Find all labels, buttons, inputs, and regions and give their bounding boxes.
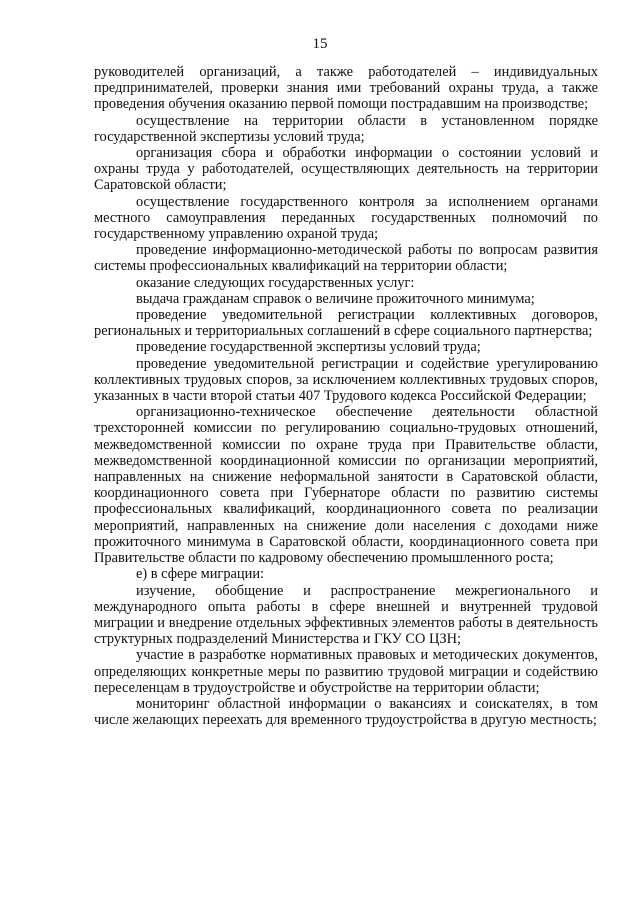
- paragraph-5: проведение информационно-методической работы по вопросам развития системы профессиональных квалификаций на территории области;: [94, 242, 598, 275]
- paragraph-8: проведение уведомительной регистрации коллективных договоров, региональных и территориальных соглашений в сфере социального партнерства;: [94, 307, 598, 340]
- paragraph-15: мониторинг областной информации о вакансиях и соискателях, в том числе желающих переехать для временного трудоустройства в другую местность;: [94, 695, 598, 729]
- document-body: [94, 64, 598, 728]
- paragraph-9: проведение государственной экспертизы условий труда;: [136, 339, 481, 356]
- section-heading-migration: е) в сфере миграции:: [136, 566, 265, 583]
- paragraph-13: изучение, обобщение и распространение межрегионального и международного опыта работы в сфере внешней и внутренней трудовой миграции и внедрение отдельных эффективных элементов работы в деятельность структурных подразделений Министерства и ГКУ СО ЦЗН;: [94, 582, 598, 648]
- paragraph-2: осуществление на территории области в установленном порядке государственной экспертизы условий труда;: [94, 112, 598, 145]
- paragraph-7: выдача гражданам справок о величине прожиточного минимума;: [136, 290, 535, 307]
- paragraph-4: осуществление государственного контроля за исполнением органами местного самоуправления переданных государственных полномочий по государственному управлению охраной труда;: [94, 193, 598, 243]
- page-number: 15: [312, 36, 328, 52]
- paragraph-10: проведение уведомительной регистрации и содействие урегулированию коллективных трудовых споров, за исключением коллективных трудовых споров, указанных в части второй статьи 407 Трудового кодекса Российской Федерации;: [94, 355, 598, 405]
- paragraph-11: организационно-техническое обеспечение деятельности областной трехсторонней комиссии по регулированию социально-трудовых отношений, межведомственной комиссии по охране труда при Правительстве области, межведомственной координационной комиссии по организации мероприятий, направленных на снижение неформальной занятости в Саратовской области, координационного совета при Губернаторе области по развитию системы профессиональных квалификаций, координационного совета по реализации мероприятий, направленных на снижение доли населения с доходами ниже прожиточного минимума в Саратовской области, координационного совета при Правительстве области по кадровому обеспечению промышленного роста;: [94, 404, 598, 567]
- paragraph-6: оказание следующих государственных услуг:: [136, 274, 415, 291]
- paragraph-3: организация сбора и обработки информации о состоянии условий и охраны труда у работодателей, осуществляющих деятельность на территории Саратовской области;: [94, 145, 598, 194]
- paragraph-1: руководителей организаций, а также работодателей – индивидуальных предпринимателей, проверки знания ими требований охраны труда, а также проведения обучения оказанию первой помощи пострадавшим на производстве;: [94, 64, 598, 113]
- paragraph-14: участие в разработке нормативных правовых и методических документов, определяющих конкретные меры по развитию трудовой миграции и содействию переселенцам в трудоустройстве и обустройстве на территории области;: [94, 647, 598, 696]
